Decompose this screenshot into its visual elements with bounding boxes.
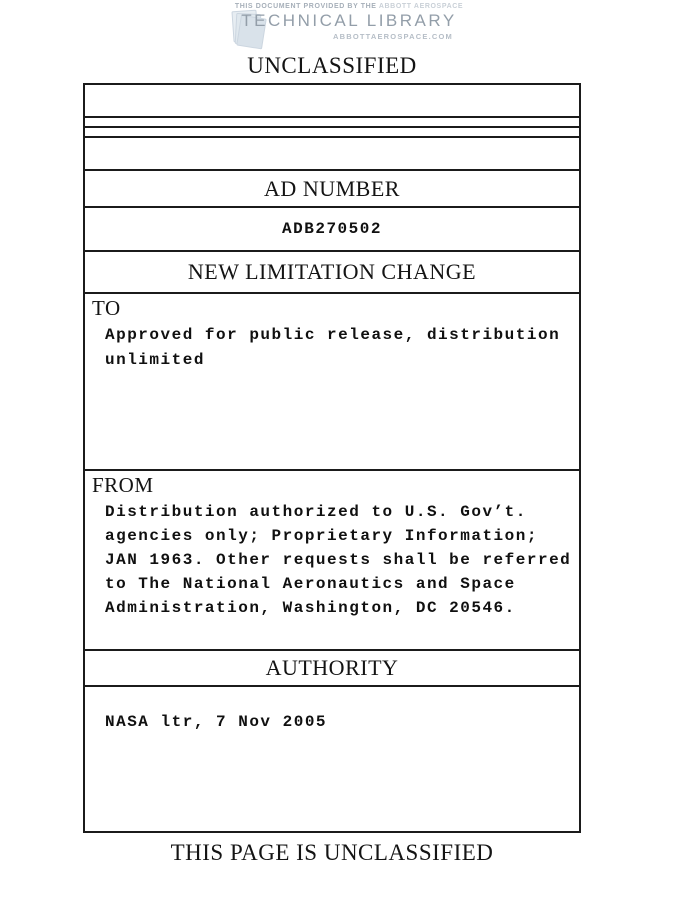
logo-library-name: TECHNICAL LIBRARY xyxy=(241,11,457,30)
from-label: FROM xyxy=(92,473,154,497)
classification-footer: THIS PAGE IS UNCLASSIFIED xyxy=(170,840,494,865)
to-section xyxy=(85,292,579,469)
logo-provided-brand: ABBOTT AEROSPACE xyxy=(378,3,464,10)
to-label: TO xyxy=(92,296,121,320)
from-text-line: Distribution authorized to U.S. Gov’t. xyxy=(105,503,527,521)
from-text-line: JAN 1963. Other requests shall be referred xyxy=(105,551,572,569)
empty-row xyxy=(85,85,579,116)
to-text-line: unlimited xyxy=(105,351,205,369)
from-section xyxy=(85,469,579,649)
from-text-line: agencies only; Proprietary Information; xyxy=(105,527,538,545)
ad-number-table xyxy=(83,83,581,833)
from-text xyxy=(92,500,579,620)
authority-heading: AUTHORITY xyxy=(85,649,579,685)
ad-number-value-row xyxy=(85,206,579,250)
from-text-line: Administration, Washington, DC 20546. xyxy=(105,599,516,617)
from-text-line: to The National Aeronautics and Space xyxy=(105,575,516,593)
logo-text xyxy=(225,3,473,41)
limitation-heading: NEW LIMITATION CHANGE xyxy=(85,250,579,292)
classification-header: UNCLASSIFIED xyxy=(247,53,417,78)
ad-number-heading: AD NUMBER xyxy=(85,169,579,206)
to-text xyxy=(92,323,579,373)
ad-number-value: ADB270502 xyxy=(282,220,382,238)
authority-value: NASA ltr, 7 Nov 2005 xyxy=(105,713,328,731)
to-text-line: Approved for public release, distribution xyxy=(105,326,561,344)
empty-row xyxy=(85,116,579,126)
logo-provided-prefix: THIS DOCUMENT PROVIDED BY THE xyxy=(234,3,377,10)
empty-row xyxy=(85,136,579,169)
authority-value-row xyxy=(85,685,579,831)
technical-library-logo xyxy=(225,3,473,41)
logo-provided-line xyxy=(225,3,473,10)
empty-row xyxy=(85,126,579,136)
logo-website: ABBOTTAEROSPACE.COM xyxy=(332,32,453,41)
